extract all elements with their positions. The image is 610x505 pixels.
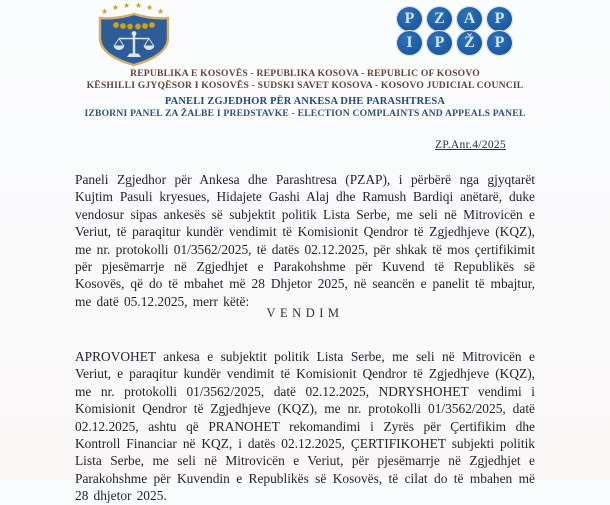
svg-text:★: ★ [101,7,109,16]
pzap-letter-circle: A [456,6,483,32]
pzap-badge-row1 [396,6,522,32]
case-number: ZP.Anr.4/2025 [435,139,506,151]
letterhead-republic-line: REPUBLIKA E KOSOVËS - REPUBLIKA KOSOVA - REPUBLIC OF KOSOVO [130,68,480,79]
svg-text:★: ★ [123,2,131,10]
svg-text:★: ★ [135,2,143,10]
letterhead [0,68,610,120]
scales-of-justice-shield-icon [88,2,180,68]
letterhead-panel-name-albanian: PANELI ZGJEDHOR PËR ANKESA DHE PARASHTRESA [164,96,446,107]
pzap-letter-circle: Ž [456,30,483,56]
decision-ruling-paragraph: APROVOHET ankesa e subjektit politik Lista Serbe, me seli në Mitrovicën e Veriut, e paraqitur kundër vendimit të Komisionit Qendror të Zgjedhjeve (KQZ), me nr. protokolli 01/3562/2025, datë 02.12.2025, NDRYSHOHET vendimi i Komisionit Qendror të Zgjedhjeve (KQZ), me nr. protokolli 01/3562/2025, datë 02.12.2025, ashtu që PRANOHET rekomandimi i Zyrës për Çertifikim dhe Kontroll Financiar në KQZ, i datës 02.12.2025, ÇERTIFIKOHET subjekti politik Lista Serbe, me seli në Mitrovicën e Veriut, për pjesëmarrje në Zgjedhjet e Parakohshme për Kuvendin e Republikës së Kosovës, të cilat do të mbahen më 28 dhjetor 2025. [75,349,535,504]
pzap-letter-circle: Z [426,6,453,32]
pzap-ipzp-badge-icon [396,6,522,60]
svg-text:★: ★ [146,3,154,12]
pzap-letter-circle: P [396,6,423,32]
decision-preamble-paragraph: Paneli Zgjedhor për Ankesa dhe Parashtresa (PZAP), i përbërë nga gjyqtarët Kujtim Pasuli kryesues, Hidajete Gashi Alaj dhe Ramush Bardiqi anëtarë, duke vendosur sipas ankesës së subjektit politik Lista Serbe, me seli në Mitrovicën e Veriut, të paraqitur kundër vendimit të Komisionit Qendror të Zgjedhjeve (KQZ), me nr. protokolli 01/3562/2025, të datës 02.12.2025, për shkak të mos çertifikimit për pjesëmarrje në Zgjedhjet e Parakohshme për Kuvend të Republikës së Kosovës, që do të mbahet më 28 Dhjetor 2025, në seancën e panelit të mbajtur, me datë 05.12.2025, merr këtë: [75,172,535,309]
pzap-letter-circle: P [486,30,513,56]
pzap-letter-circle: P [426,30,453,56]
pzap-badge-row2 [396,30,522,56]
svg-text:★: ★ [157,7,165,16]
pzap-letter-circle: P [486,6,513,32]
decision-heading: VENDIM [266,306,344,320]
svg-text:★: ★ [112,3,120,12]
letterhead-panel-name-translations: IZBORNI PANEL ZA ŽALBE I PREDSTAVKE - ELECTION COMPLAINTS AND APPEALS PANEL [84,108,526,119]
letterhead-council-line: KËSHILLI GJYQËSOR I KOSOVËS - SUDSKI SAVET KOSOVA - KOSOVO JUDICIAL COUNCIL [86,80,524,91]
pzap-letter-circle: I [396,30,423,56]
